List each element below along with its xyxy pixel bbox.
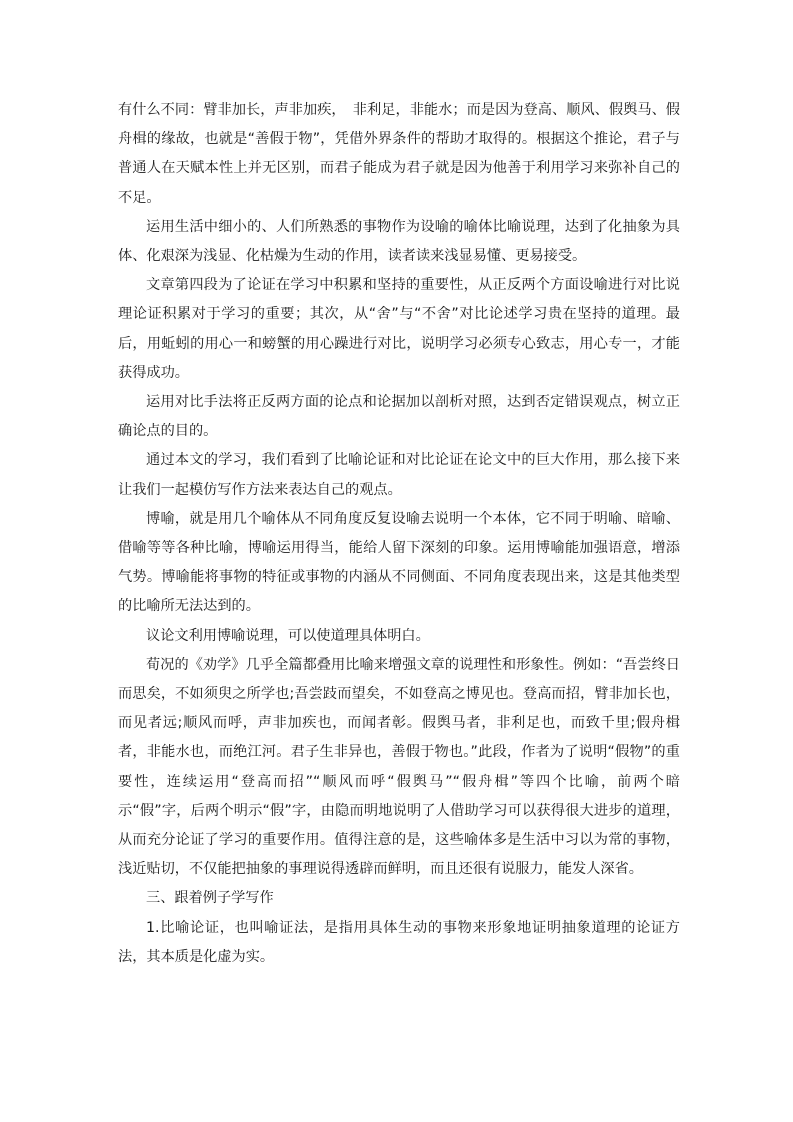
document-body	[118, 96, 680, 972]
paragraph: 运用生活中细小的、人们所熟悉的事物作为设喻的喻体比喻说理，达到了化抽象为具体、化艰深为浅显、化枯燥为生动的作用，读者读来浅显易懂、更易接受。	[118, 218, 680, 265]
paragraph: 通过本文的学习，我们看到了比喻论证和对比论证在论文中的巨大作用，那么接下来让我们一起模仿写作方法来表达自己的观点。	[118, 452, 680, 498]
paragraph: 运用对比手法将正反两方面的论点和论据加以剖析对照，达到否定错误观点，树立正确论点的目的。	[118, 394, 680, 440]
paragraph: 1.比喻论证，也叫喻证法，是指用具体生动的事物来形象地证明抽象道理的论证方法，其本质是化虚为实。	[118, 919, 680, 965]
section-heading: 三、跟着例子学写作	[146, 890, 274, 907]
paragraph: 荀况的《劝学》几乎全篇都叠用比喻来增强文章的说理性和形象性。例如：“吾尝终日而思矣，不如须臾之所学也;吾尝跂而望矣，不如登高之博见也。登高而招，臂非加长也，而见者远;顺风而呼，声非加疾也，而闻者彰。假舆马者，非利足也，而致千里;假舟楫者，非能水也，而绝江河。君子生非异也，善假于物也。”此段，作者为了说明“假物”的重要性，连续运用“登高而招”“顺风而呼“假舆马”“假舟楫”等四个比喻，前两个暗示“假”字，后两个明示“假”字，由隐而明地说明了人借助学习可以获得很大进步的道理，从而充分论证了学习的重要作用。值得注意的是，这些喻体多是生活中习以为常的事物，浅近贴切，不仅能把抽象的事理说得透辟而鲜明，而且还很有说服力，能发人深省。	[118, 656, 680, 878]
paragraph: 有什么不同：臂非加长，声非加疾， 非利足，非能水；而是因为登高、顺风、假舆马、假舟楫的缘故，也就是“善假于物”，凭借外界条件的帮助才取得的。根据这个推论，君子与普通人在天赋本性上并无区别，而君子能成为君子就是因为他善于利用学习来弥补自己的不足。	[118, 102, 680, 206]
paragraph: 文章第四段为了论证在学习中积累和坚持的重要性，从正反两个方面设喻进行对比说理论证积累对于学习的重要；其次，从“舍”与“不舍”对比论述学习贵在坚持的道理。最后，用蚯蚓的用心一和螃蟹的用心躁进行对比，说明学习必须专心致志，用心专一，才能获得成功。	[118, 277, 680, 381]
paragraph: 议论文利用博喻说理，可以使道理具体明白。	[146, 627, 430, 644]
paragraph: 博喻，就是用几个喻体从不同角度反复设喻去说明一个本体，它不同于明喻、暗喻、借喻等等各种比喻，博喻运用得当，能给人留下深刻的印象。运用博喻能加强语意，增添气势。博喻能将事物的特征或事物的内涵从不同侧面、不同角度表现出来，这是其他类型的比喻所无法达到的。	[118, 510, 680, 615]
